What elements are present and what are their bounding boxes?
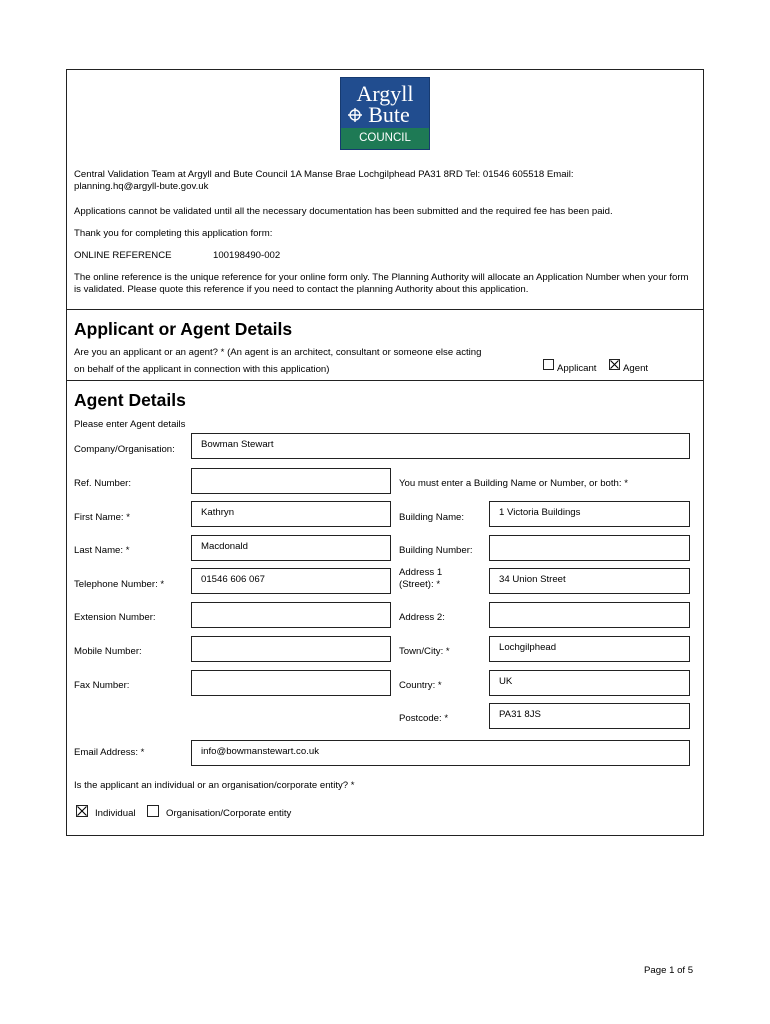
checkmark-x-icon	[77, 806, 87, 816]
fax-field[interactable]	[191, 670, 391, 696]
agent-option-label: Agent	[623, 363, 649, 374]
mobile-label: Mobile Number:	[74, 646, 142, 657]
agent-intro: Please enter Agent details	[74, 419, 186, 430]
address1-label-line2: (Street): *	[399, 579, 441, 590]
logo-council: COUNCIL	[341, 128, 429, 149]
email-field[interactable]: info@bowmanstewart.co.uk	[191, 740, 690, 766]
ref-number-label: Ref. Number:	[74, 478, 132, 489]
building-name-field[interactable]: 1 Victoria Buildings	[489, 501, 690, 527]
checkmark-x-icon	[610, 360, 619, 369]
council-logo	[340, 77, 430, 150]
applicant-checkbox[interactable]	[543, 359, 554, 370]
agent-checkbox[interactable]	[609, 359, 620, 370]
town-field[interactable]: Lochgilphead	[489, 636, 690, 662]
validation-note: Applications cannot be validated until all the necessary documentation has been submitted and the required fee has been paid.	[74, 206, 613, 217]
ref-number-field[interactable]	[191, 468, 391, 494]
country-field[interactable]: UK	[489, 670, 690, 696]
company-field[interactable]: Bowman Stewart	[191, 433, 690, 459]
extension-label: Extension Number:	[74, 612, 156, 623]
telephone-label: Telephone Number: *	[74, 579, 165, 590]
first-name-field[interactable]: Kathryn	[191, 501, 391, 527]
reference-note: The online reference is the unique reference for your online form only. The Planning Authority will allocate an Application Number when your form is validated. Please quote this reference if you need to contact the planning Authority about this application.	[74, 272, 689, 295]
logo-line2: Bute	[368, 102, 410, 127]
logo-line1: Argyll	[356, 81, 414, 106]
extension-field[interactable]	[191, 602, 391, 628]
building-number-label: Building Number:	[399, 545, 473, 556]
email-label: Email Address: *	[74, 747, 145, 758]
online-reference-value: 100198490-002	[213, 250, 281, 261]
thanks-text: Thank you for completing this application form:	[74, 228, 273, 239]
individual-checkbox[interactable]	[76, 805, 88, 817]
organisation-label: Organisation/Corporate entity	[166, 808, 292, 819]
building-name-label: Building Name:	[399, 512, 465, 523]
contact-info: Central Validation Team at Argyll and Bute Council 1A Manse Brae Lochgilphead PA31 8RD Tel: 01546 605518 Email: planning.hq@argyll-bute.gov.uk	[74, 169, 574, 192]
building-note: You must enter a Building Name or Number, or both: *	[399, 478, 628, 489]
agent-section-title: Agent Details	[74, 390, 186, 410]
postcode-field[interactable]: PA31 8JS	[489, 703, 690, 729]
company-label: Company/Organisation:	[74, 444, 175, 455]
address1-label-line1: Address 1	[399, 567, 443, 578]
address1-field[interactable]: 34 Union Street	[489, 568, 690, 594]
postcode-label: Postcode: *	[399, 713, 449, 724]
individual-label: Individual	[95, 808, 136, 819]
entity-question: Is the applicant an individual or an organisation/corporate entity? *	[74, 780, 355, 791]
applicant-question-line1: Are you an applicant or an agent? * (An agent is an architect, consultant or someone else acting	[74, 347, 482, 358]
applicant-section-title: Applicant or Agent Details	[74, 319, 293, 339]
last-name-label: Last Name: *	[74, 545, 130, 556]
applicant-question-line2: on behalf of the applicant in connection with this application)	[74, 364, 330, 375]
telephone-field[interactable]: 01546 606 067	[191, 568, 391, 594]
last-name-field[interactable]: Macdonald	[191, 535, 391, 561]
address2-label: Address 2:	[399, 612, 445, 623]
address2-field[interactable]	[489, 602, 690, 628]
town-label: Town/City: *	[399, 646, 450, 657]
online-reference-label: ONLINE REFERENCE	[74, 250, 172, 261]
first-name-label: First Name: *	[74, 512, 130, 523]
organisation-checkbox[interactable]	[147, 805, 159, 817]
applicant-option-label: Applicant	[557, 363, 597, 374]
country-label: Country: *	[399, 680, 442, 691]
page-number: Page 1 of 5	[644, 965, 694, 976]
mobile-field[interactable]	[191, 636, 391, 662]
building-number-field[interactable]	[489, 535, 690, 561]
fax-label: Fax Number:	[74, 680, 130, 691]
